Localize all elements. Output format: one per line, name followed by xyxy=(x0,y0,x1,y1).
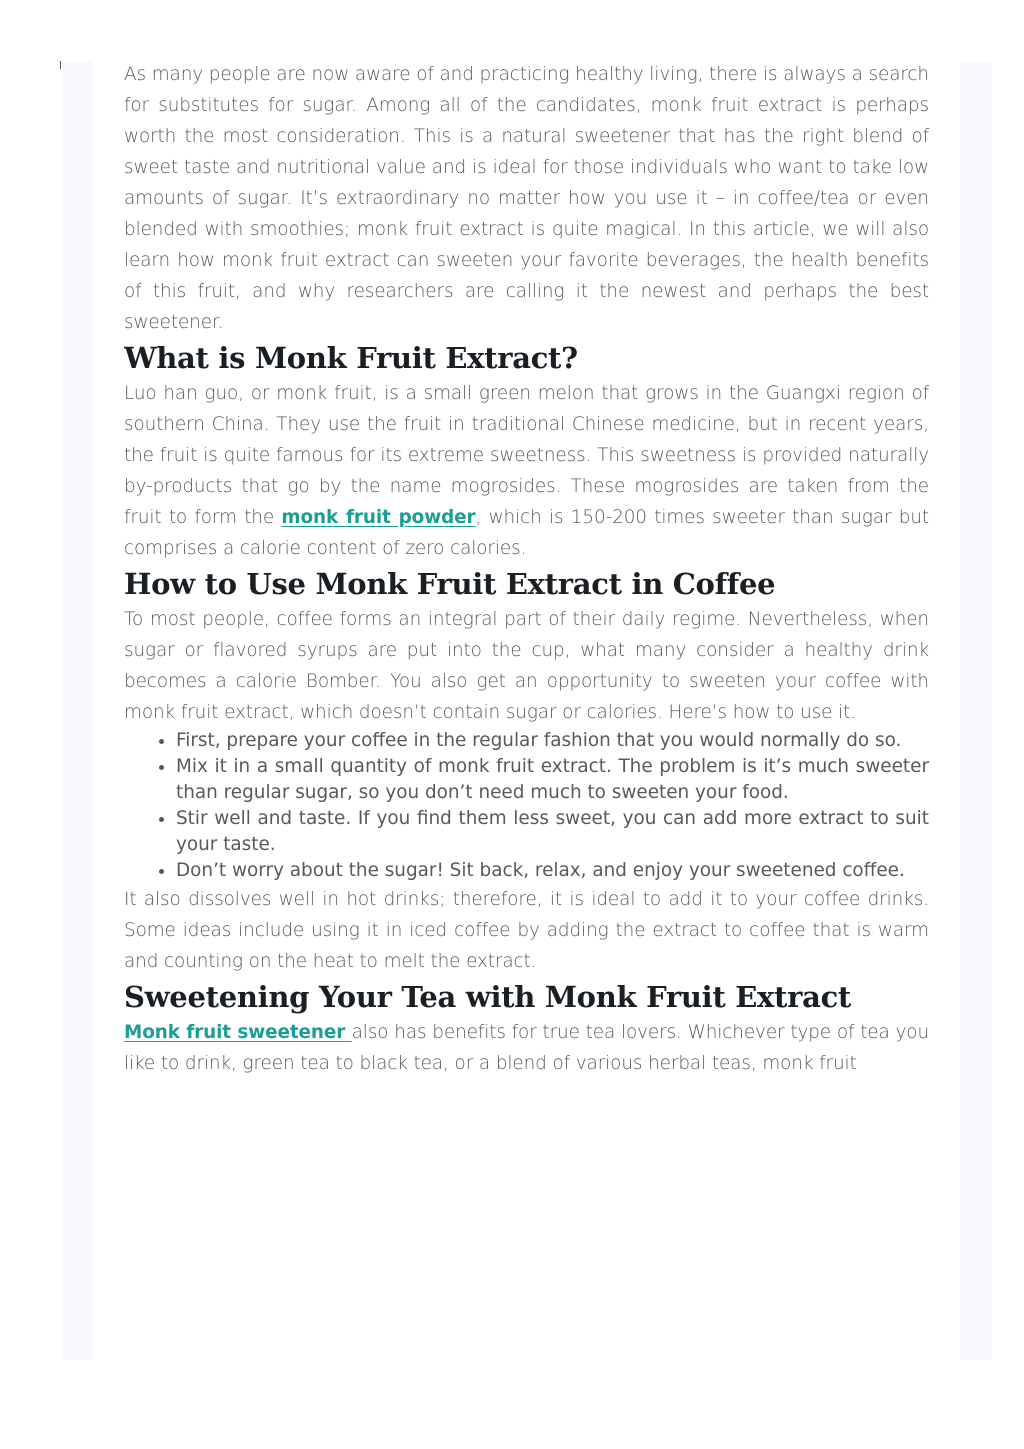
coffee-closing-paragraph: It also dissolves well in hot drinks; therefore, it is ideal to add it to your coffee drinks. Some ideas include using it in iced coffee by adding the extract to coffee that is warm and counting on the heat to melt the extract. xyxy=(124,889,929,972)
monk-fruit-sweetener-link[interactable]: Monk fruit sweetener xyxy=(124,1022,352,1043)
list-item: • First, prepare your coffee in the regular fashion that you would normally do so. xyxy=(176,728,929,754)
coffee-intro-paragraph: To most people, coffee forms an integral part of their daily regime. Nevertheless, when sugar or flavored syrups are put into the cup, what many consider a healthy drink becomes a calorie Bomber. You also get an opportunity to sweeten your coffee with monk fruit extract, which doesn’t contain sugar or calories. Here’s how to use it. xyxy=(124,609,929,723)
article-content xyxy=(124,59,929,1359)
intro-paragraph: As many people are now aware of and practicing healthy living, there is always a search for substitutes for sugar. Among all of the candidates, monk fruit extract is perhaps worth the most consideration. This is a natural sweetener that has the right blend of sweet taste and nutritional value and is ideal for those individuals who want to take low amounts of sugar. It’s extraordinary no matter how you use it – in coffee/tea or even blended with smoothies; monk fruit extract is quite magical. In this article, we will also learn how monk fruit extract can sweeten your favorite beverages, the health benefits of this fruit, and why researchers are calling it the newest and perhaps the best sweetener. xyxy=(124,64,929,333)
heading-use-in-coffee: How to Use Monk Fruit Extract in Coffee xyxy=(124,567,776,601)
coffee-steps-list xyxy=(124,728,929,884)
definition-text-end: , which is 150-200 times sweeter than sugar but comprises a calorie content of zero calories. xyxy=(124,507,929,559)
right-margin-band xyxy=(960,62,992,1360)
list-item: • Stir well and taste. If you find them less sweet, you can add more extract to suit your taste. xyxy=(176,806,929,858)
left-margin-band xyxy=(62,62,93,1360)
page-edge-mark xyxy=(60,61,61,69)
list-item: • Don’t worry about the sugar! Sit back, relax, and enjoy your sweetened coffee. xyxy=(176,858,929,884)
list-item: • Mix it in a small quantity of monk fruit extract. The problem is it’s much sweeter than regular sugar, so you don’t need much to sweeten your food. xyxy=(176,754,929,806)
heading-sweetening-tea: Sweetening Your Tea with Monk Fruit Extract xyxy=(124,980,852,1014)
tea-paragraph xyxy=(124,1017,929,1079)
definition-text-start: Luo han guo, or monk fruit, is a small green melon that grows in the Guangxi region of southern China. They use the fruit in traditional Chinese medicine, but in recent years, the fruit is quite famous for its extreme sweetness. This sweetness is provided naturally by-products that go by the name mogrosides. These mogrosides are taken from the fruit to form the xyxy=(124,383,929,528)
monk-fruit-powder-link[interactable]: monk fruit powder xyxy=(281,507,476,528)
heading-what-is-monk-fruit: What is Monk Fruit Extract? xyxy=(124,341,578,375)
monk-fruit-definition-paragraph xyxy=(124,378,929,564)
tea-paragraph-text: also has benefits for true tea lovers. Whichever type of tea you like to drink, green tea to black tea, or a blend of various herbal teas, monk fruit xyxy=(124,1022,929,1074)
